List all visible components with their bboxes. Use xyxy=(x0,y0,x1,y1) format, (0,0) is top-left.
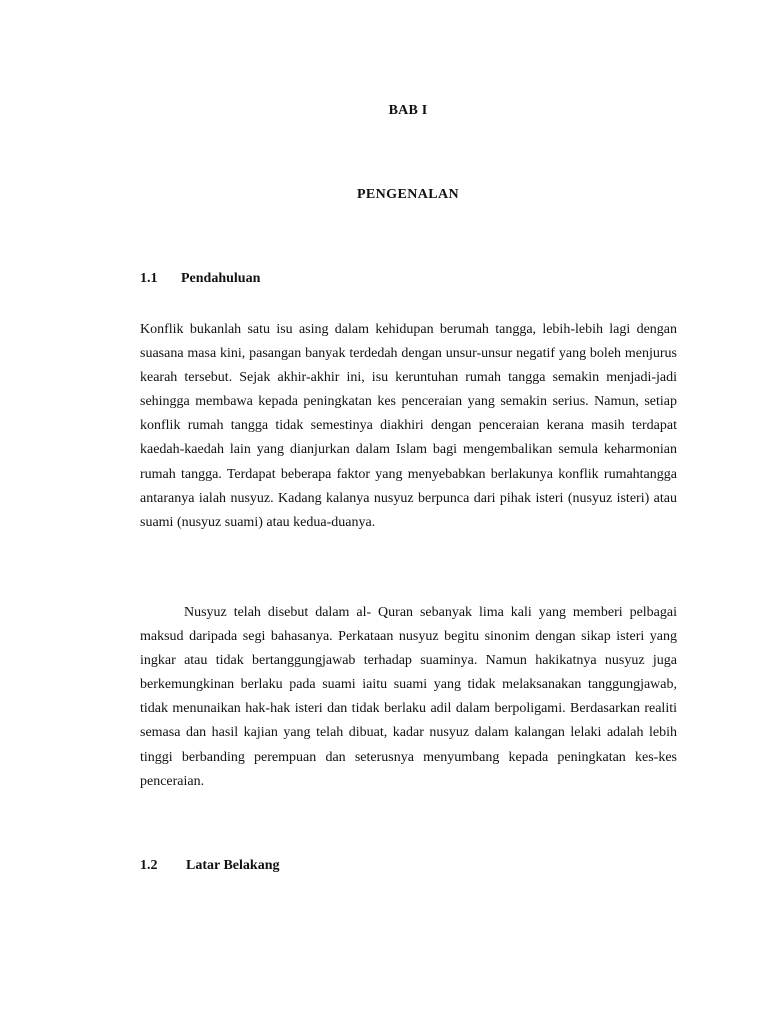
body-paragraph-2: Nusyuz telah disebut dalam al- Quran sebanyak lima kali yang memberi pelbagai maksud daripada segi bahasanya. Perkataan nusyuz begitu sinonim dengan sikap isteri yang ingkar atau tidak bertanggungjawab terhadap suaminya. Namun hakikatnya nusyuz juga berkemungkinan berlaku pada suami iaitu suami yang tidak melaksanakan tanggungjawab, tidak menunaikan hak-hak isteri dan tidak berlaku adil dalam berpoligami. Berdasarkan realiti semasa dan hasil kajian yang telah dibuat, kadar nusyuz dalam kalangan lelaki adalah lebih tinggi berbanding perempuan dan seterusnya menyumbang kepada peningkatan kes-kes penceraian. xyxy=(140,605,677,789)
section-number: 1.2 xyxy=(140,858,158,873)
section-heading-1-1 xyxy=(140,271,261,287)
chapter-label: BAB I xyxy=(388,103,428,118)
body-paragraph-1: Konflik bukanlah satu isu asing dalam kehidupan berumah tangga, lebih-lebih lagi dengan suasana masa kini, pasangan banyak terdedah dengan unsur-unsur negatif yang boleh menjurus kearah tersebut. Sejak akhir-akhir ini, isu keruntuhan rumah tangga semakin menjadi-jadi sehingga membawa kepada peningkatan kes penceraian yang semakin serius. Namun, setiap konflik rumah tangga tidak semestinya diakhiri dengan penceraian kerana masih terdapat kaedah-kaedah lain yang dianjurkan dalam Islam bagi mengembalikan semula keharmonian rumah tangga. Terdapat beberapa faktor yang menyebabkan berlakunya konflik rumahtangga antaranya ialah nusyuz. Kadang kalanya nusyuz berpunca dari pihak isteri (nusyuz isteri) atau suami (nusyuz suami) atau kedua-duanya. xyxy=(140,322,677,530)
section-number: 1.1 xyxy=(140,271,158,286)
section-title: Latar Belakang xyxy=(186,858,280,873)
section-title: Pendahuluan xyxy=(181,271,261,286)
chapter-title: PENGENALAN xyxy=(356,187,459,202)
section-heading-1-2 xyxy=(140,858,280,874)
